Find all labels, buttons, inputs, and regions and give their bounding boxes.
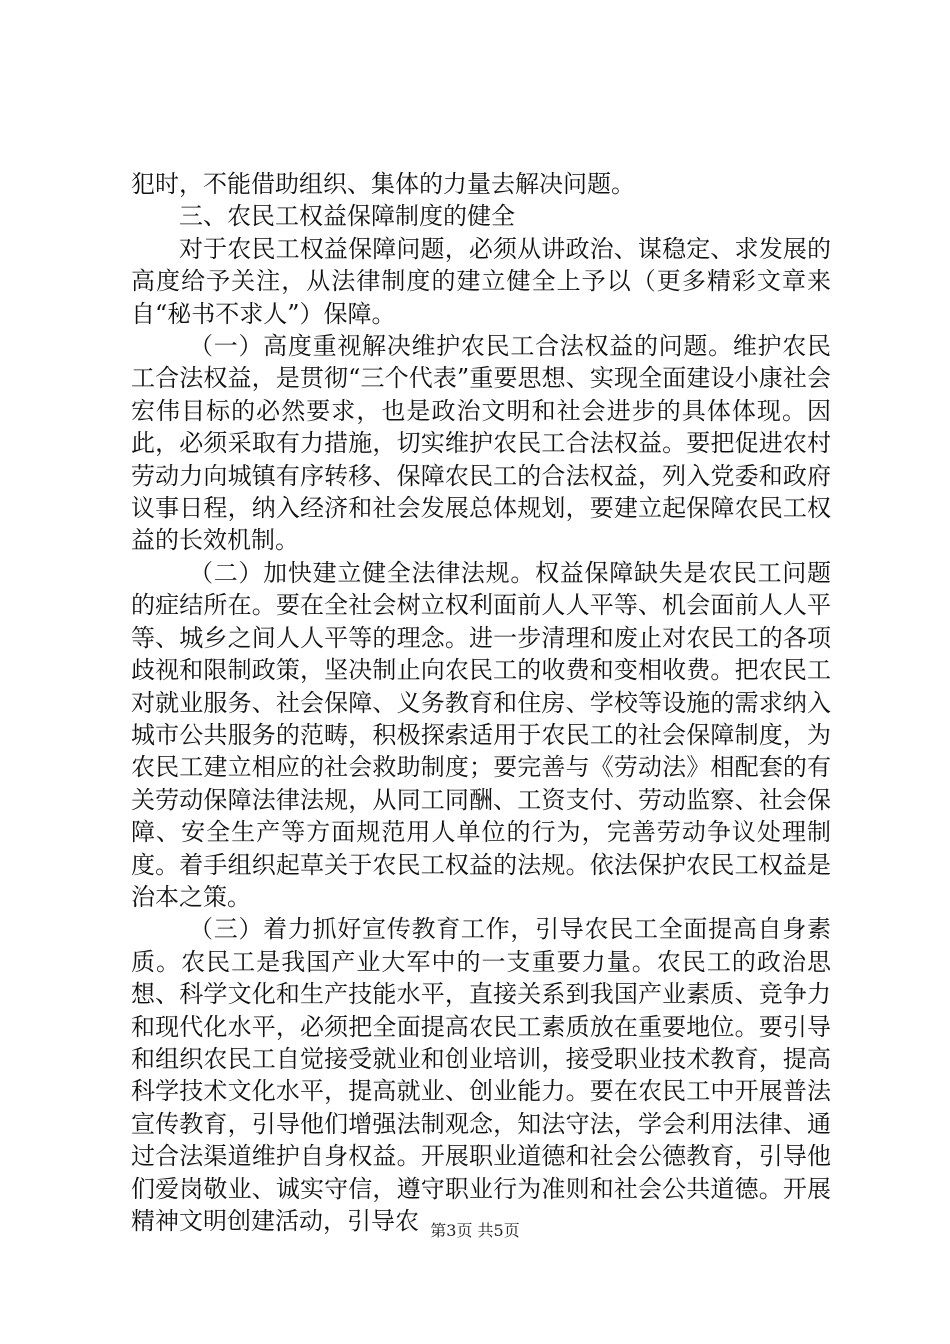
page-footer: 第3页 共5页 [430, 1221, 520, 1240]
section-heading: 三、农民工权益保障制度的健全 [179, 202, 515, 231]
paragraph-item-3: （三）着力抓好宣传教育工作，引导农民工全面提高自身素质。农民工是我国产业大军中的一支重要力量。农民工的政治思想、科学文化和生产技能水平，直接关系到我国产业素质、竞争力和现代化水平，必须把全面提高农民工素质放在重要地位。要引导和组织农民工自觉接受就业和创业培训，接受职业技术教育，提高科学技术文化水平，提高就业、创业能力。要在农民工中开展普法宣传教育，引导他们增强法制观念，知法守法，学会利用法律、通过合法渠道维护自身权益。开展职业道德和社会公德教育，引导他们爱岗敬业、诚实守信，遵守职业行为准则和社会公共道德。开展精神文明创建活动，引导农 [131, 915, 831, 1235]
paragraph-item-2: （二）加快建立健全法律法规。权益保障缺失是农民工问题的症结所在。要在全社会树立权利面前人人平等、机会面前人人平等、城乡之间人人平等的理念。进一步清理和废止对农民工的各项歧视和限制政策，坚决制止向农民工的收费和变相收费。把农民工对就业服务、社会保障、义务教育和住房、学校等设施的需求纳入城市公共服务的范畴，积极探索适用于农民工的社会保障制度，为农民工建立相应的社会救助制度；要完善与《劳动法》相配套的有关劳动保障法律法规，从同工同酬、工资支付、劳动监察、社会保障、安全生产等方面规范用人单位的行为，完善劳动争议处理制度。着手组织起草关于农民工权益的法规。依法保护农民工权益是治本之策。 [131, 558, 831, 911]
paragraph-continuation: 犯时，不能借助组织、集体的力量去解决问题。 [131, 170, 635, 198]
paragraph-intro: 对于农民工权益保障问题，必须从讲政治、谋稳定、求发展的高度给予关注，从法律制度的建立健全上予以（更多精彩文章来自“秘书不求人”）保障。 [131, 234, 831, 328]
paragraph-item-1: （一）高度重视解决维护农民工合法权益的问题。维护农民工合法权益，是贯彻“三个代表”重要思想、实现全面建设小康社会宏伟目标的必然要求，也是政治文明和社会进步的具体体现。因此，必须采取有力措施，切实维护农民工合法权益。要把促进农村劳动力向城镇有序转移、保障农民工的合法权益，列入党委和政府议事日程，纳入经济和社会发展总体规划，要建立起保障农民工权益的长效机制。 [131, 332, 831, 555]
document-body [131, 168, 831, 1237]
